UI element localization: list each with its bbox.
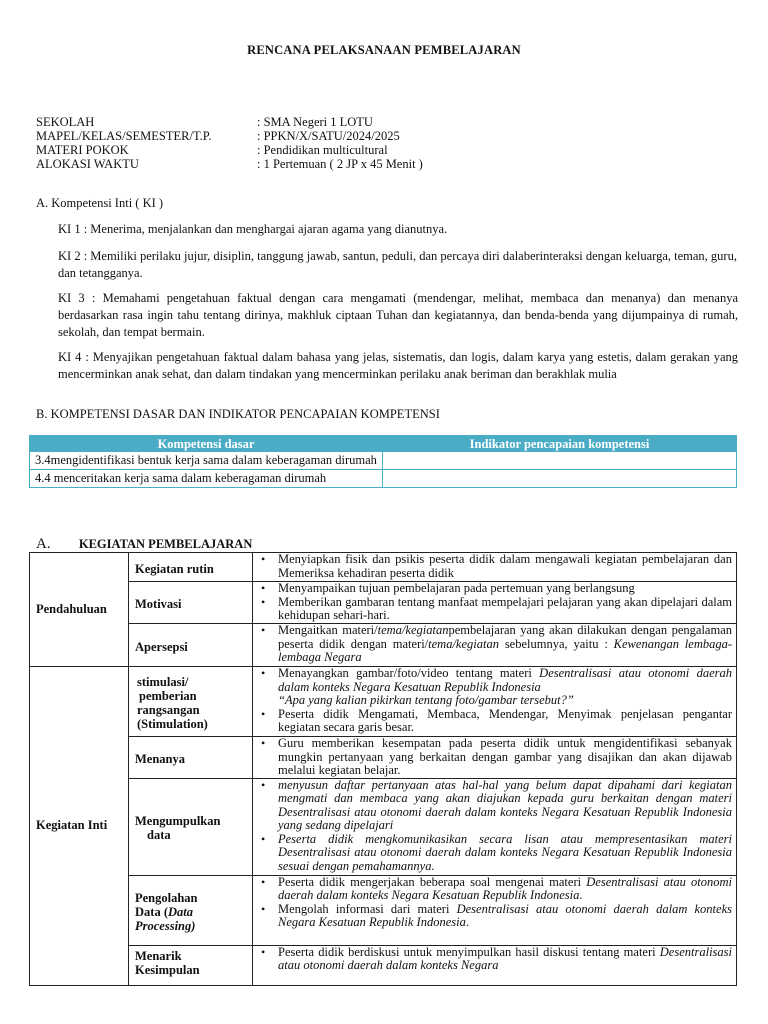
table-row [30,945,737,985]
list-item: • Menyiapkan fisik dan psikis peserta didik dalam mengawali kegiatan pembelajaran dan Memeriksa kehadiran peserta didik [278,553,732,580]
table-row [30,875,737,945]
indikator-cell [383,452,737,470]
kd-cell: 3.4mengidentifikasi bentuk kerja sama dalam keberagaman dirumah [30,452,383,470]
info-value: : Pendidikan multicultural [257,143,388,157]
step-label: Apersepsi [129,624,253,667]
table-row [30,553,737,582]
info-value: : PPKN/X/SATU/2024/2025 [257,129,400,143]
step-description [253,624,737,667]
step-description [253,582,737,624]
list-item: • Menayangkan gambar/foto/video tentang materi Desentralisasi atau otonomi daerah dalam konteks Negara Kesatuan Republik Indonesia “Apa yang kalian pikirkan tentang foto/gambar tersebut?” [278,667,732,708]
kegiatan-letter: A. [36,536,51,552]
info-label: SEKOLAH [36,115,95,129]
step-label: Menarik Kesimpulan [129,945,253,985]
ki-heading: A. Kompetensi Inti ( KI ) [36,196,164,210]
kd-cell: 4.4 menceritakan kerja sama dalam keberagaman dirumah [30,470,383,488]
table-row [30,778,737,875]
kegiatan-table [29,552,737,986]
table-row [30,667,737,737]
step-label: Mengumpulkan data [129,778,253,875]
kegiatan-heading [36,536,252,553]
table-row [30,624,737,667]
indikator-cell [383,470,737,488]
ki-1: KI 1 : Menerima, menjalankan dan menghargai ajaran agama yang dianutnya. [58,222,448,236]
table-row [30,452,737,470]
kd-heading: B. KOMPETENSI DASAR DAN INDIKATOR PENCAPAIAN KOMPETENSI [36,407,440,421]
step-label: Motivasi [129,582,253,624]
list-item: • Mengolah informasi dari materi Desentralisasi atau otonomi daerah dalam konteks Negara Kesatuan Republik Indonesia. [278,903,732,930]
table-row [30,737,737,779]
list-item: • Peserta didik mengerjakan beberapa soal mengenai materi Desentralisasi atau otonomi daerah dalam konteks Negara Kesatuan Republik Indonesia. [278,876,732,903]
info-label: ALOKASI WAKTU [36,157,139,171]
document-title: RENCANA PELAKSANAAN PEMBELAJARAN [247,43,521,57]
ki-2: KI 2 : Memiliki perilaku jujur, disiplin, tanggung jawab, santun, peduli, dan percaya diri dalaberinteraksi dengan keluarga, teman, guru, dan tetangganya. [58,249,737,280]
table-row [30,582,737,624]
list-item: • Menyampaikan tujuan pembelajaran pada pertemuan yang berlangsung [278,582,732,596]
list-item: • Peserta didik mengkomunikasikan secara lisan atau mempresentasikan materi Desentralisasi atau otonomi daerah dalam konteks Negara Kesatuan Republik Indonesia sesuai dengan pemahamannya. [278,833,732,874]
step-description [253,875,737,945]
step-label: Pengolahan Data (Data Processing) [129,875,253,945]
ki-4: KI 4 : Menyajikan pengetahuan faktual dalam bahasa yang jelas, sistematis, dan logis, dalam karya yang estetis, dalam gerakan yang mencerminkan anak sehat, dan dalam tindakan yang mencerminkan perilaku anak beriman dan berakhlak mulia [58,350,738,381]
phase-kegiatan-inti: Kegiatan Inti [30,667,129,986]
kd-table-header [30,436,737,452]
info-label: MAPEL/KELAS/SEMESTER/T.P. [36,129,212,143]
step-label: Menanya [129,737,253,779]
list-item: • Memberikan gambaran tentang manfaat mempelajari pelajaran yang akan dipelajari dalam kehidupan sehari-hari. [278,596,732,623]
list-item: • Guru memberikan kesempatan pada peserta didik untuk mengidentifikasi sebanyak mungkin pertanyaan yang berkaitan dengan gambar yang disajikan dan akan dijawab melalui kegiatan belajar. [278,737,732,778]
step-label: stimulasi/ pemberian rangsangan (Stimulation) [129,667,253,737]
kd-col-header: Kompetensi dasar [30,436,383,452]
indikator-col-header: Indikator pencapaian kompetensi [383,436,737,452]
info-value: : SMA Negeri 1 LOTU [257,115,373,129]
step-label: Kegiatan rutin [129,553,253,582]
list-item: • Peserta didik Mengamati, Membaca, Mendengar, Menyimak penjelasan pengantar kegiatan secara garis besar. [278,708,732,735]
list-item: • Peserta didik berdiskusi untuk menyimpulkan hasil diskusi tentang materi Desentralisasi atau otonomi daerah dalam konteks Negara [278,946,732,973]
info-label: MATERI POKOK [36,143,129,157]
phase-pendahuluan: Pendahuluan [30,553,129,667]
info-value: : 1 Pertemuan ( 2 JP x 45 Menit ) [257,157,423,171]
step-description [253,778,737,875]
list-item: • menyusun daftar pertanyaan atas hal-hal yang belum dapat dipahami dari kegiatan mengmati dan membaca yang akan diajukan kepada guru berkaitan dengan materi Desentralisasi atau otonomi daerah dalam konteks Negara Kesatuan Republik Indonesia yang sedang dipelajari [278,779,732,833]
ki-3: KI 3 : Memahami pengetahuan faktual dengan cara mengamati (mendengar, melihat, membaca dan menanya) dan menanya berdasarkan rasa ingin tahu tentang dirinya, makhluk ciptaan Tuhan dan kegiatannya, dan benda-benda yang dijumpainya di rumah, sekolah, dan tempat bermain. [58,291,738,339]
kegiatan-title: KEGIATAN PEMBELAJARAN [78,537,253,551]
table-row [30,470,737,488]
step-description [253,945,737,985]
list-item: • Mengaitkan materi/tema/kegiatanpembelajaran yang akan dilakukan dengan pengalaman peserta didik dengan materi/tema/kegiatan sebelumnya, yaitu : Kewenangan lembaga-lembaga Negara [278,624,732,665]
step-description [253,553,737,582]
kd-table [29,435,737,488]
step-description [253,667,737,737]
step-description [253,737,737,779]
